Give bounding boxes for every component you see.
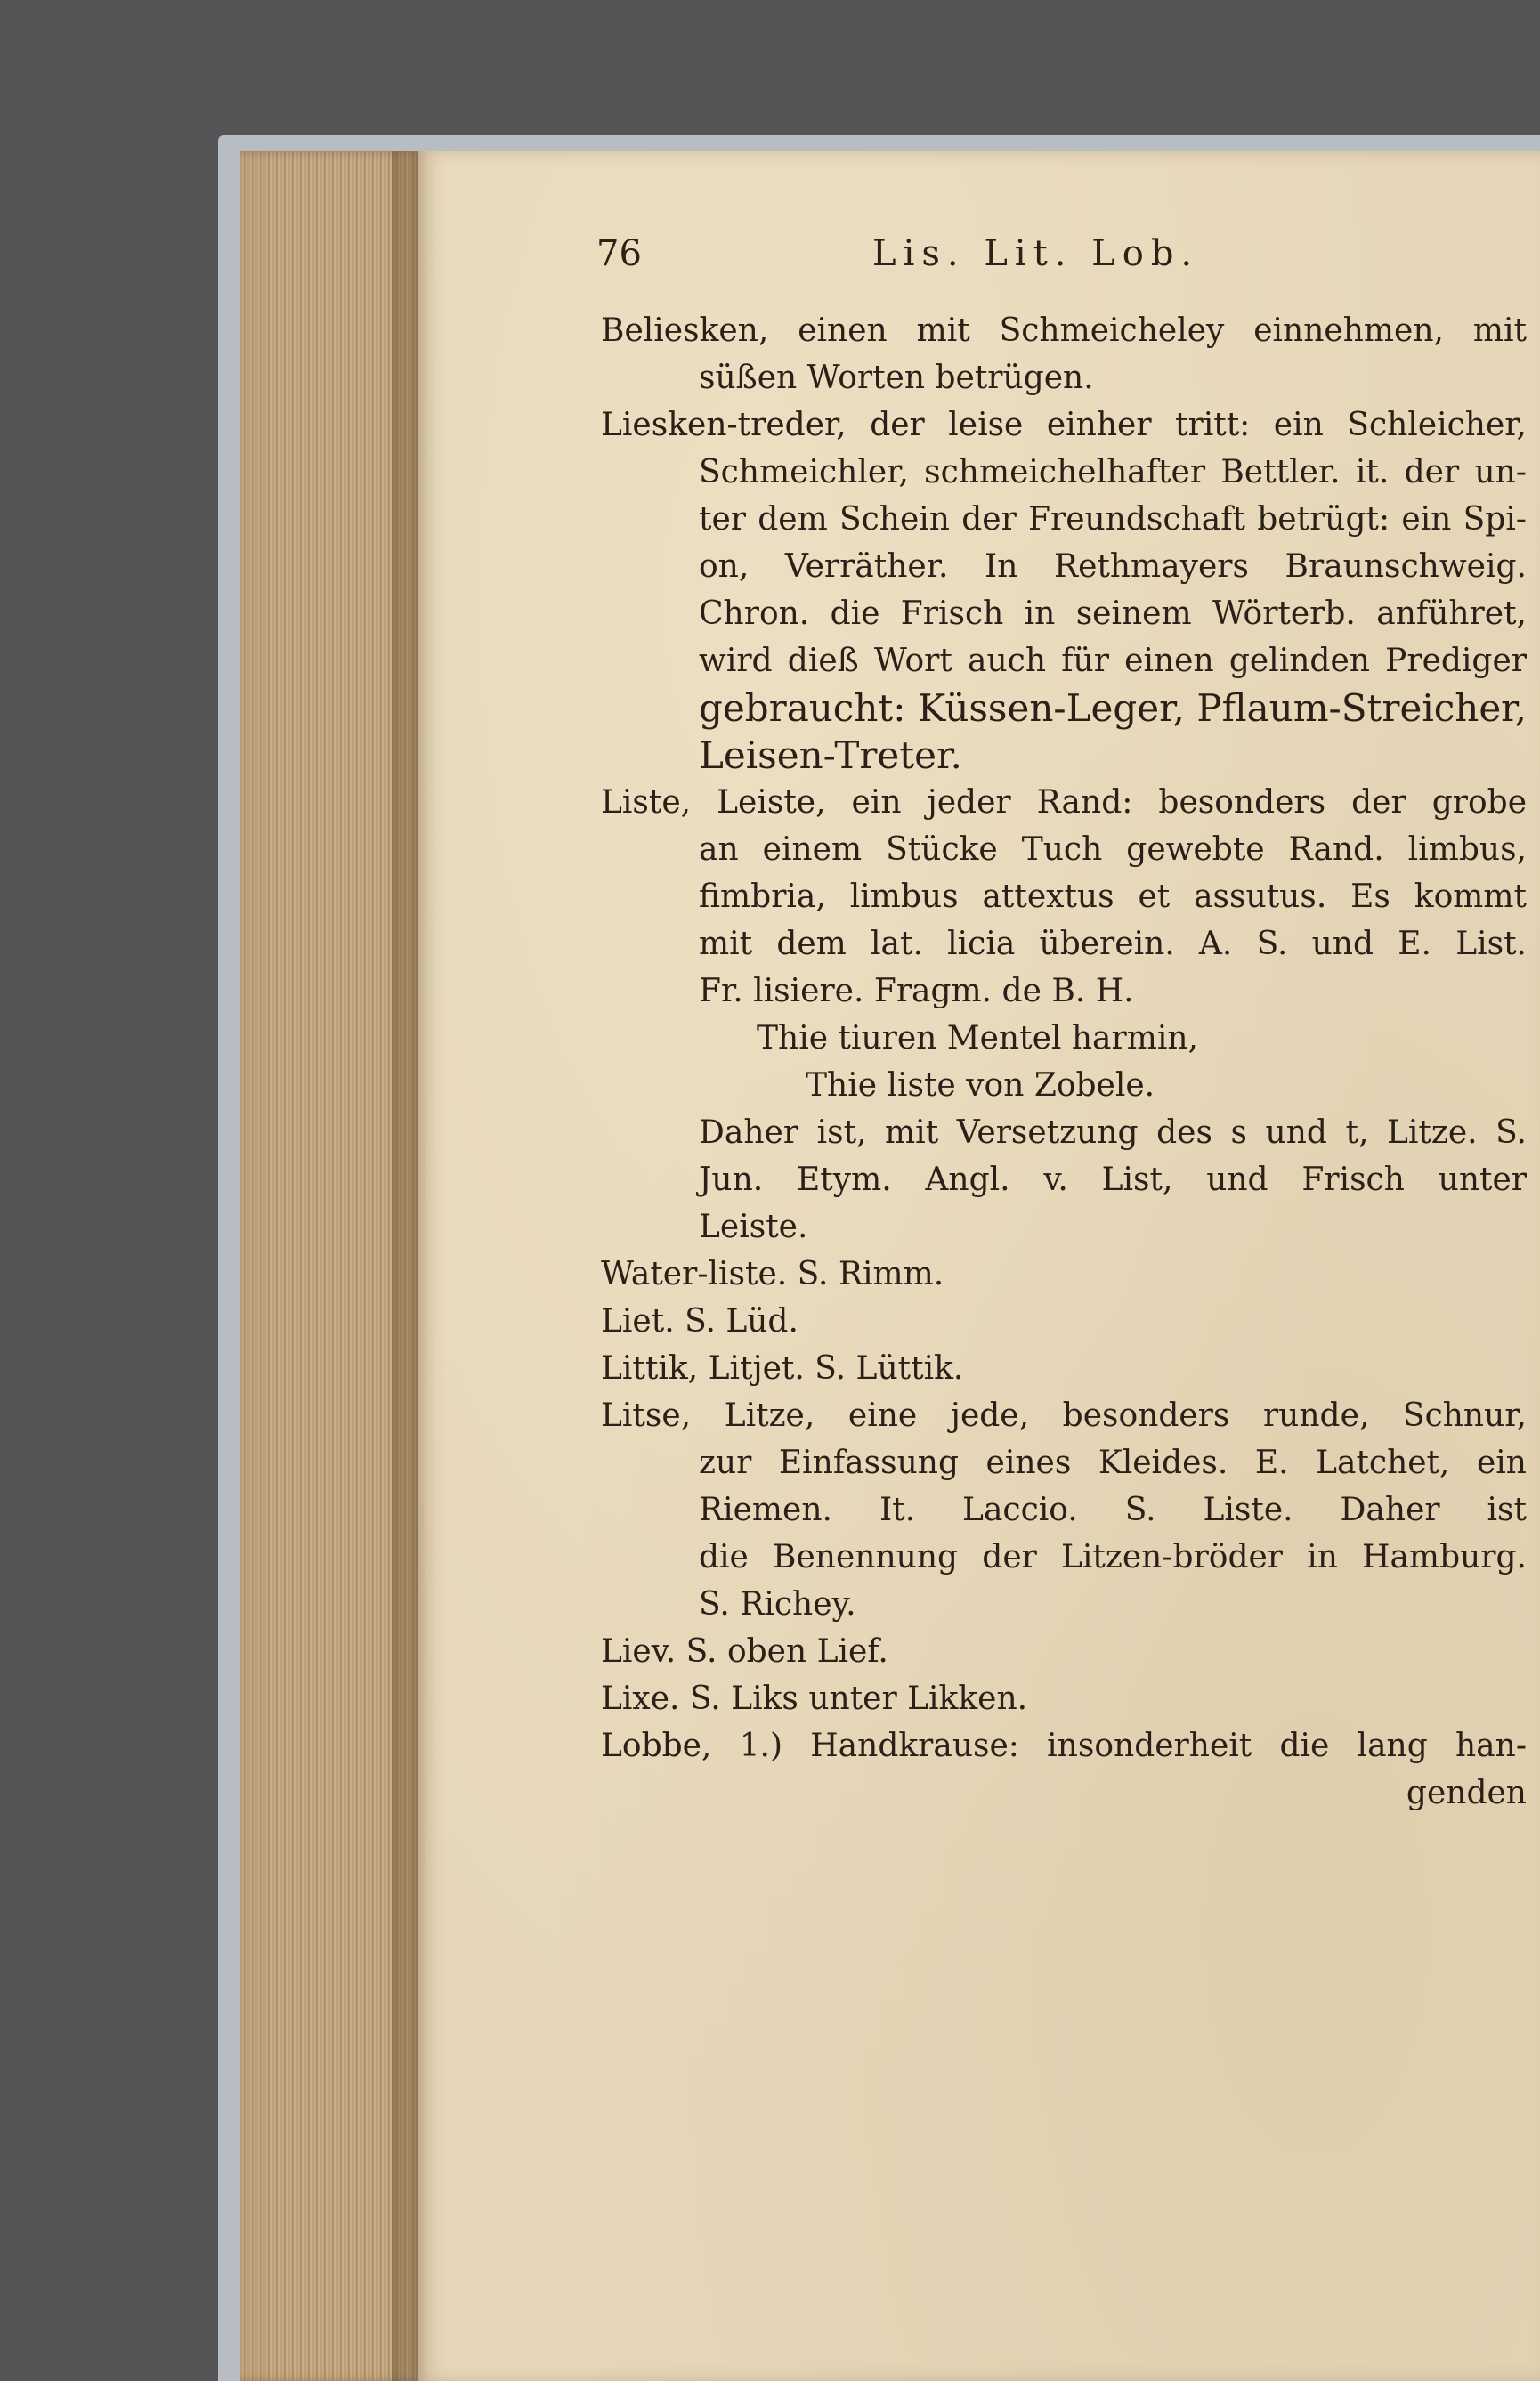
- text-line: ter dem Schein der Freundschaft betrügt: ein Spi-: [699, 501, 1527, 538]
- text-line: Riemen. It. Laccio. S. Liste. Daher ist: [699, 1492, 1527, 1528]
- text-line: gebraucht: Küssen-Leger, Pflaum-Streicher,: [699, 686, 1527, 730]
- page-number: 76: [596, 233, 642, 274]
- text-line: an einem Stücke Tuch gewebte Rand. limbus,: [699, 831, 1527, 868]
- text-line: Beliesken, einen mit Schmeicheley einnehmen, mit: [601, 312, 1527, 349]
- text-line: Daher ist, mit Versetzung des s und t, Litze. S.: [699, 1114, 1527, 1151]
- text-line: Chron. die Frisch in seinem Wörterb. anführet,: [699, 595, 1527, 632]
- text-line: süßen Worten betrügen.: [699, 360, 1094, 396]
- verse-line: Thie tiuren Mentel harmin,: [757, 1020, 1198, 1057]
- text-line: Liet. S. Lüd.: [601, 1303, 798, 1340]
- text-line: Litse, Litze, eine jede, besonders runde, Schnur,: [601, 1397, 1527, 1434]
- catchword: genden: [1406, 1775, 1527, 1811]
- gutter-shadow: [392, 151, 427, 2381]
- text-line: Leisen-Treter.: [699, 733, 962, 777]
- page-text: [601, 307, 1527, 1817]
- text-line: Schmeichler, schmeichelhafter Bettler. it. der un-: [699, 454, 1527, 490]
- text-line: wird dieß Wort auch für einen gelinden Prediger: [699, 643, 1527, 679]
- running-head: Lis. Lit. Lob.: [872, 233, 1200, 274]
- text-line: fimbria, limbus attextus et assutus. Es kommt: [699, 879, 1527, 915]
- text-line: Liev. S. oben Lief.: [601, 1633, 888, 1670]
- text-line: Leiste.: [699, 1209, 808, 1245]
- text-line: Jun. Etym. Angl. v. List, und Frisch unter: [699, 1162, 1527, 1198]
- page-header: [596, 233, 1522, 287]
- text-line: Fr. lisiere. Fragm. de B. H.: [699, 973, 1134, 1009]
- text-line: Lobbe, 1.) Handkrause: insonderheit die lang han-: [601, 1728, 1527, 1764]
- text-line: Lixe. S. Liks unter Likken.: [601, 1680, 1028, 1717]
- text-line: zur Einfassung eines Kleides. E. Latchet, ein: [699, 1445, 1527, 1481]
- text-line: Water-liste. S. Rimm.: [601, 1256, 944, 1292]
- text-line: Liste, Leiste, ein jeder Rand: besonders der grobe: [601, 784, 1527, 821]
- text-line: on, Verräther. In Rethmayers Braunschweig.: [699, 548, 1527, 585]
- text-line: Littik, Litjet. S. Lüttik.: [601, 1350, 964, 1387]
- text-line: S. Richey.: [699, 1586, 856, 1623]
- text-line: die Benennung der Litzen-bröder in Hamburg.: [699, 1539, 1527, 1575]
- verse-line: Thie liste von Zobele.: [806, 1067, 1155, 1104]
- text-line: Liesken-treder, der leise einher tritt: ein Schleicher,: [601, 407, 1527, 443]
- text-line: mit dem lat. licia überein. A. S. und E. List.: [699, 926, 1527, 962]
